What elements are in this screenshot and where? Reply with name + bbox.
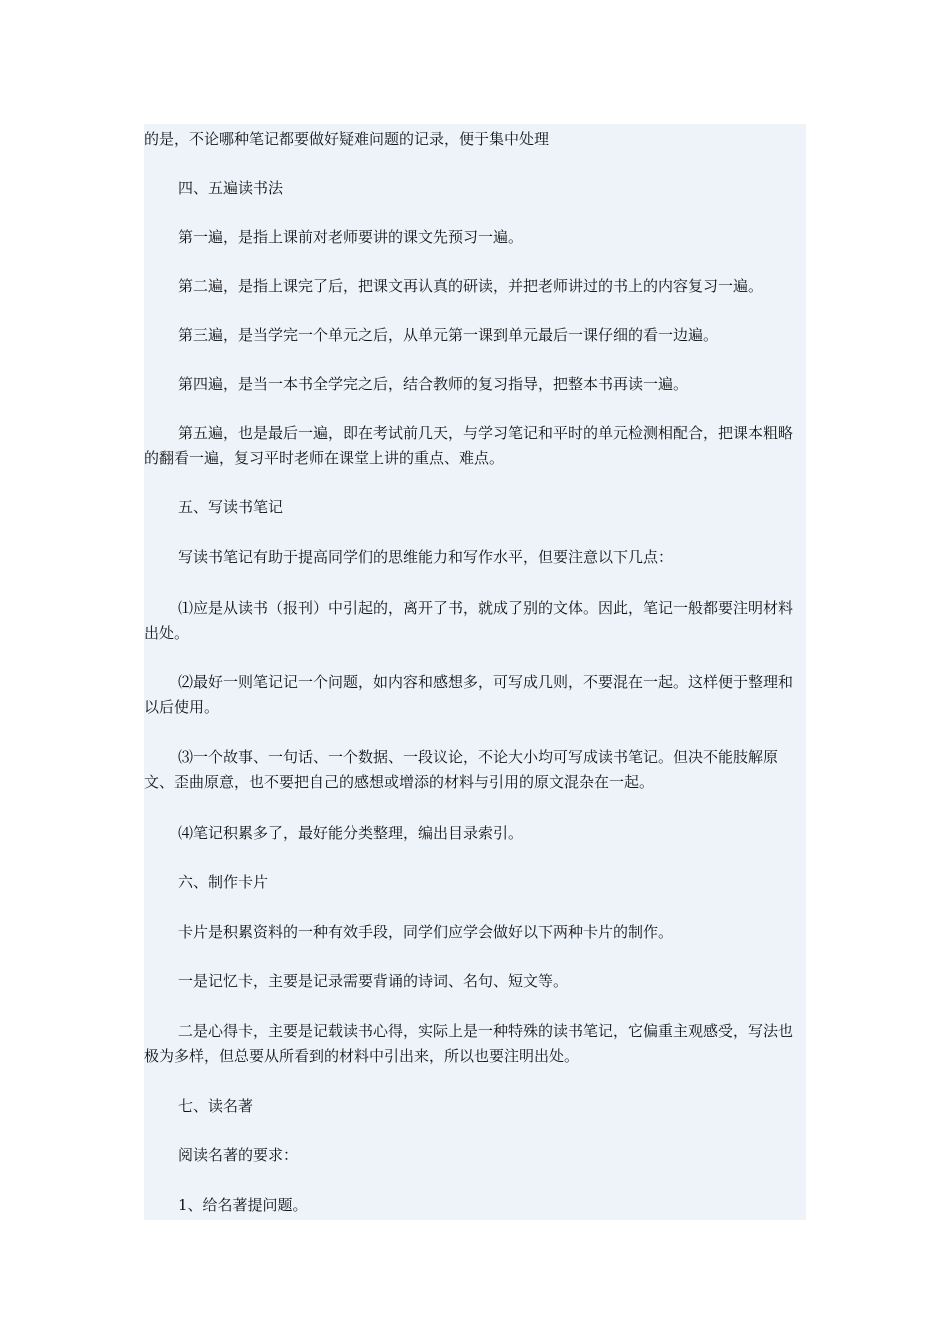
paragraph: 阅读名著的要求：	[178, 1146, 299, 1164]
paragraph: ⑵最好一则笔记记一个问题，如内容和感想多，可写成几则，不要混在一起。这样便于整理和以后使用。	[144, 673, 794, 716]
paragraph: 第一遍，是指上课前对老师要讲的课文先预习一遍。	[178, 228, 524, 246]
paragraph: 第二遍，是指上课完了后，把课文再认真的研读，并把老师讲过的书上的内容复习一遍。	[178, 277, 764, 295]
paragraph: ⑷笔记积累多了，最好能分类整理，编出目录索引。	[178, 824, 524, 842]
paragraph: 1、给名著提问题。	[178, 1196, 308, 1214]
paragraph: 二是心得卡，主要是记载读书心得，实际上是一种特殊的读书笔记，它偏重主观感受，写法也极为多样，但总要从所看到的材料中引出来，所以也要注明出处。	[144, 1022, 794, 1065]
section-heading-6: 六、制作卡片	[178, 873, 269, 891]
paragraph: 第五遍，也是最后一遍，即在考试前几天，与学习笔记和平时的单元检测相配合，把课本粗略的翻看一遍，复习平时老师在课堂上讲的重点、难点。	[144, 424, 794, 467]
paragraph: 第三遍，是当学完一个单元之后，从单元第一课到单元最后一课仔细的看一边遍。	[178, 326, 719, 344]
section-heading-4: 四、五遍读书法	[178, 179, 284, 197]
section-heading-5: 五、写读书笔记	[178, 498, 284, 516]
paragraph: 卡片是积累资料的一种有效手段，同学们应学会做好以下两种卡片的制作。	[178, 923, 674, 941]
paragraph-continuation: 的是，不论哪种笔记都要做好疑难问题的记录，便于集中处理	[144, 130, 550, 148]
paragraph: 写读书笔记有助于提高同学们的思维能力和写作水平，但要注意以下几点：	[178, 548, 674, 566]
paragraph: ⑴应是从读书（报刊）中引起的，离开了书，就成了别的文体。因此，笔记一般都要注明材料出处。	[144, 599, 794, 642]
paragraph: ⑶一个故事、一句话、一个数据、一段议论，不论大小均可写成读书笔记。但决不能肢解原文、歪曲原意，也不要把自己的感想或增添的材料与引用的原文混杂在一起。	[144, 748, 779, 791]
paragraph: 第四遍，是当一本书全学完之后，结合教师的复习指导，把整本书再读一遍。	[178, 375, 689, 393]
paragraph: 一是记忆卡，主要是记录需要背诵的诗词、名句、短文等。	[178, 972, 569, 990]
section-heading-7: 七、读名著	[178, 1097, 254, 1115]
article-content	[144, 124, 806, 1220]
